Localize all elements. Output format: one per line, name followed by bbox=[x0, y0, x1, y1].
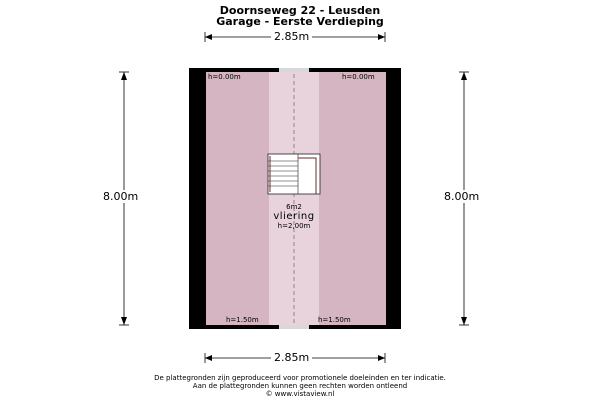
height-marker-bottom-left: h=1.50m bbox=[226, 316, 259, 324]
room-name: vliering bbox=[273, 211, 315, 222]
floorplan-subtitle: Garage - Eerste Verdieping bbox=[216, 15, 384, 28]
height-marker-top-left: h=0.00m bbox=[208, 73, 241, 81]
copyright-link[interactable]: © www.vistaview.nl bbox=[265, 390, 335, 398]
right-height-label: 8.00m bbox=[441, 190, 482, 203]
window-top bbox=[279, 68, 309, 72]
left-height-label: 8.00m bbox=[100, 190, 141, 203]
room-label bbox=[244, 203, 344, 230]
bottom-width-label: 2.85m bbox=[271, 351, 312, 364]
disclaimer-line-2: Aan de plattegronden kunnen geen rechten worden ontleend bbox=[192, 382, 408, 390]
disclaimer-line-1: De plattegronden zijn geproduceerd voor promotionele doeleinden en ter indicatie. bbox=[154, 374, 446, 382]
room-area: 6m2 bbox=[286, 203, 302, 211]
window-bottom bbox=[279, 325, 309, 329]
floorplan-title: Doornseweg 22 - Leusden bbox=[219, 4, 381, 17]
top-width-label: 2.85m bbox=[271, 30, 312, 43]
height-marker-top-right: h=0.00m bbox=[342, 73, 375, 81]
room-height: h=2,00m bbox=[277, 222, 311, 230]
staircase bbox=[268, 154, 320, 194]
height-marker-bottom-right: h=1.50m bbox=[318, 316, 351, 324]
